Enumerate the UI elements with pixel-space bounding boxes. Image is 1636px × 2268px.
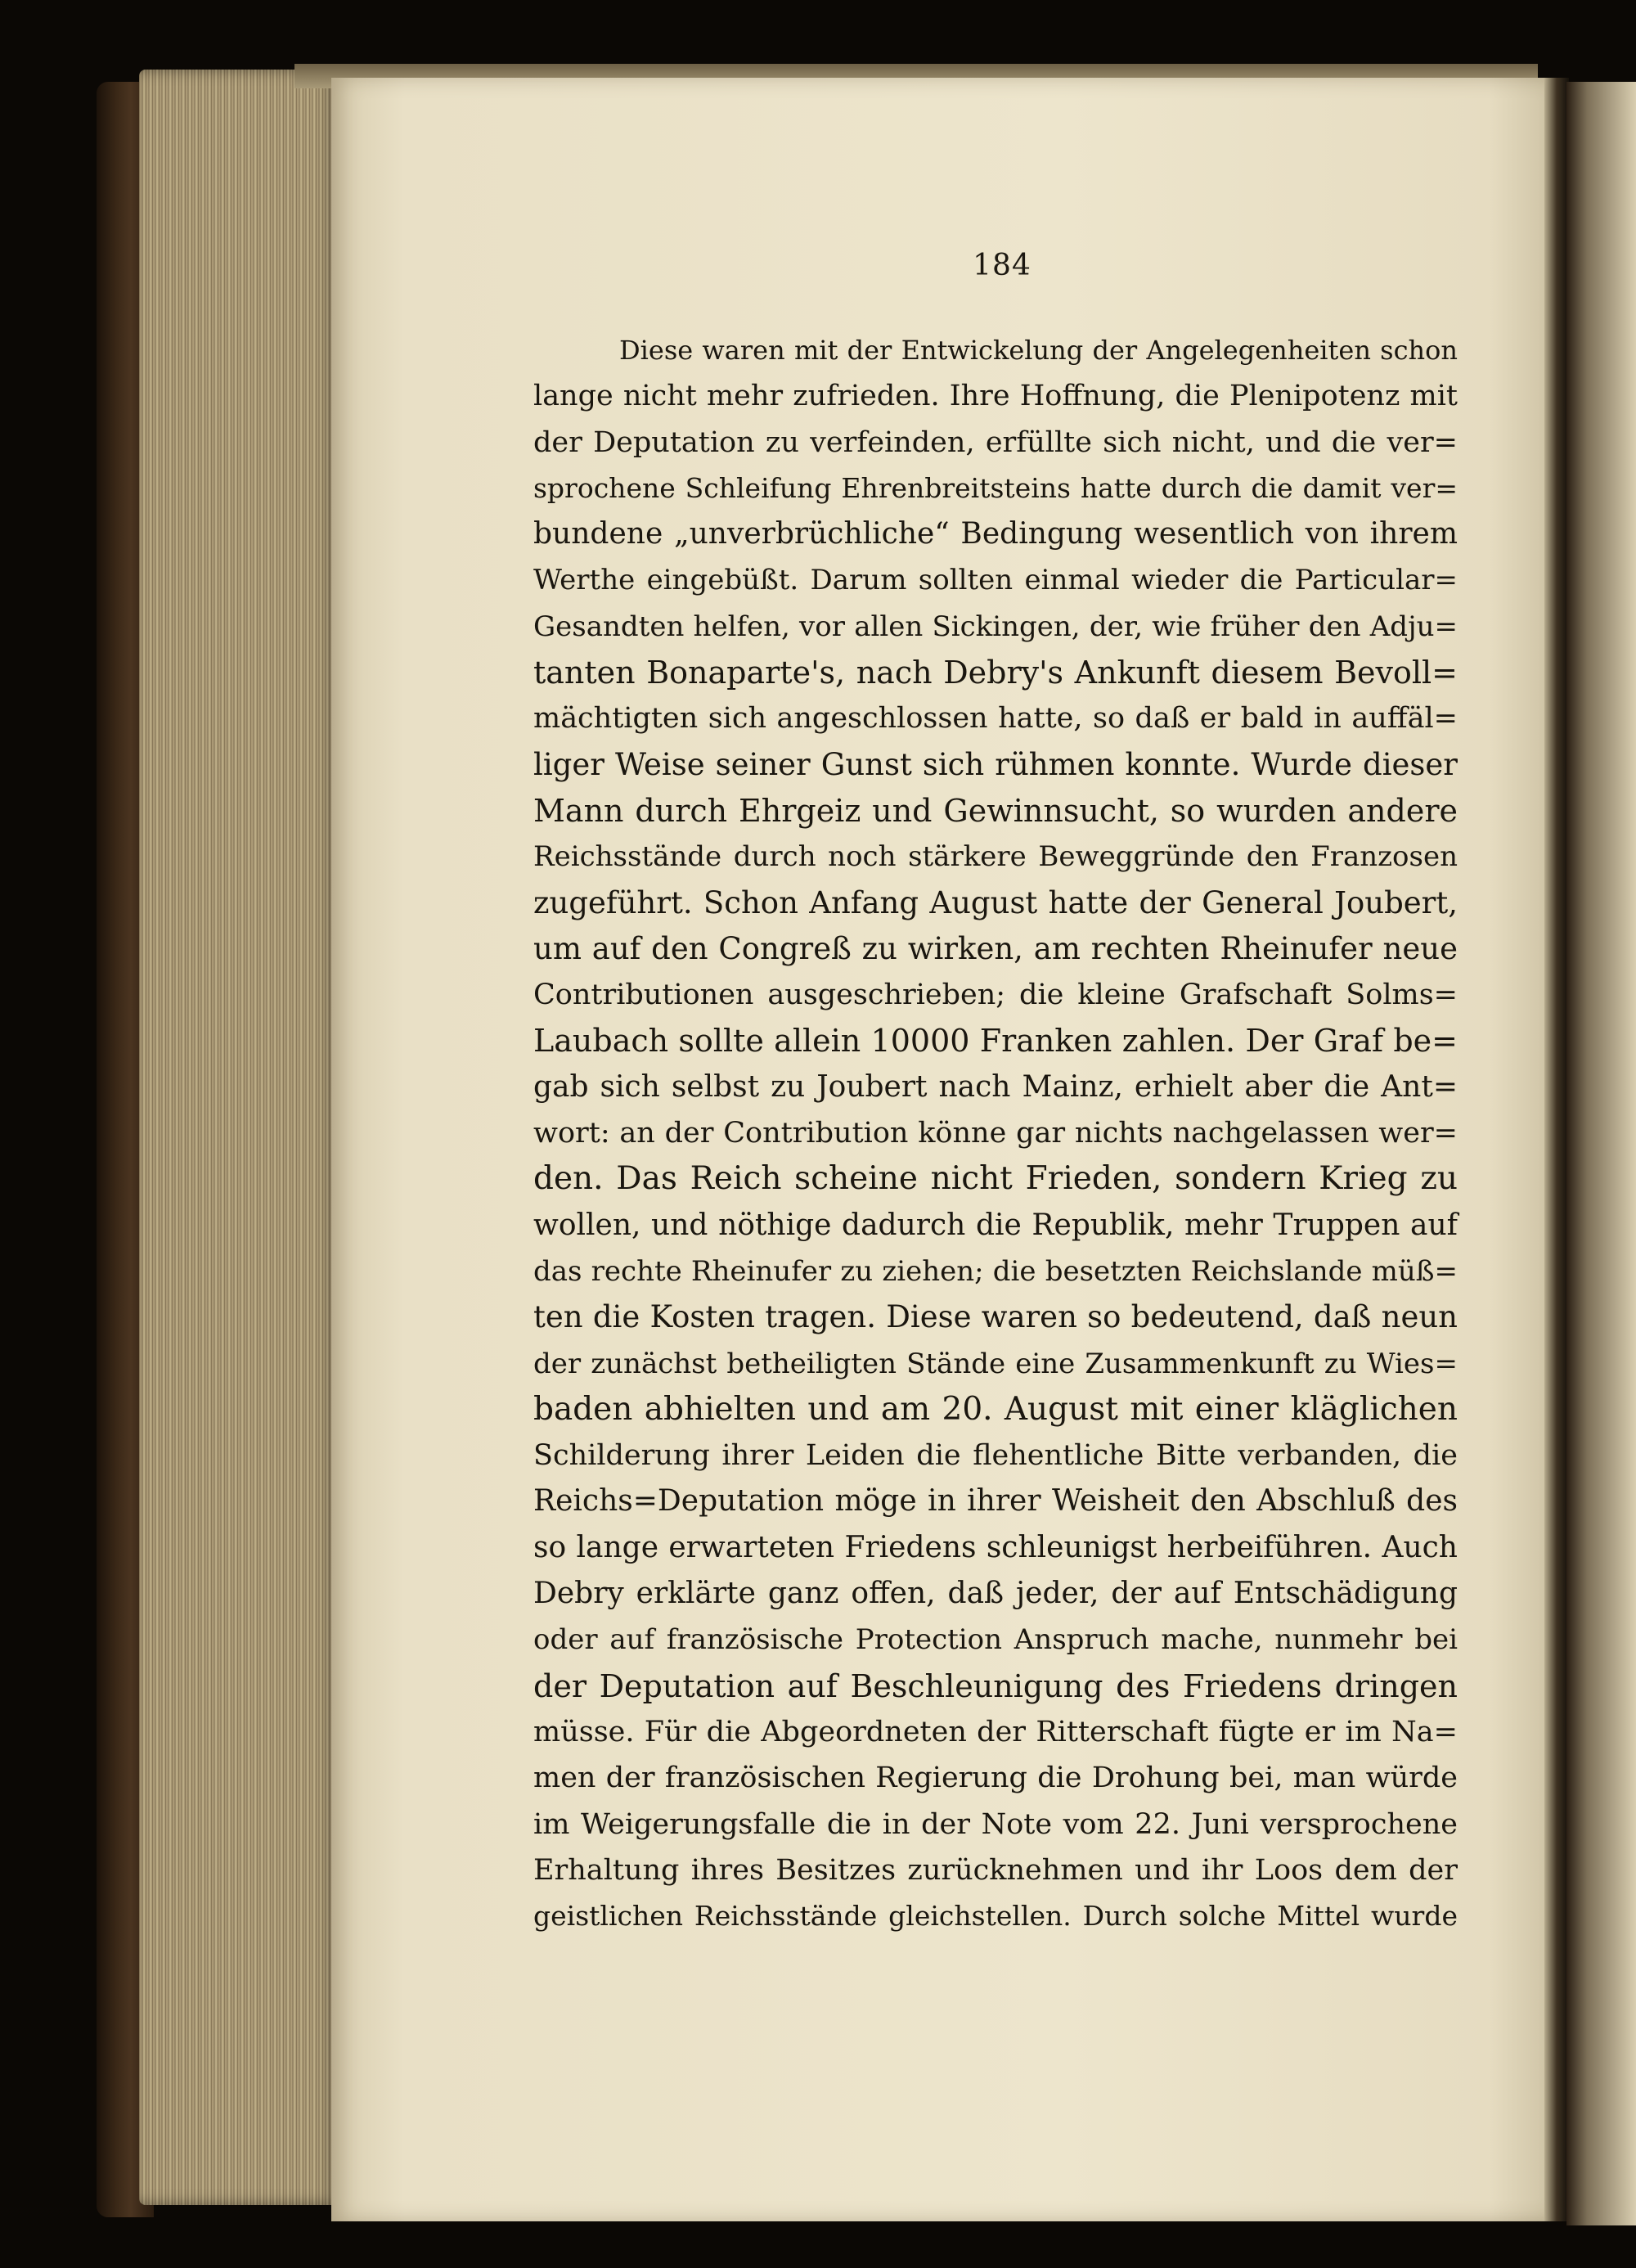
text-line: im Weigerungsfalle die in der Note vom 22. Juni versprochene — [533, 1807, 1458, 1841]
text-line: liger Weise seiner Gunst sich rühmen konnte. Wurde dieser — [533, 746, 1458, 782]
text-line: zugeführt. Schon Anfang August hatte der General Joubert, — [533, 884, 1458, 920]
page-edges — [139, 70, 339, 2205]
text-line: tanten Bonaparte's, nach Debry's Ankunft diesem Bevoll= — [533, 655, 1458, 691]
text-line: ten die Kosten tragen. Diese waren so bedeutend, daß neun — [533, 1299, 1458, 1335]
page-number: 184 — [973, 249, 1031, 282]
text-line: mächtigten sich angeschlossen hatte, so daß er bald in auffäl= — [533, 702, 1458, 736]
book-gutter — [1544, 78, 1569, 2221]
text-line: Gesandten helfen, vor allen Sickingen, der, wie früher den Adju= — [533, 610, 1458, 643]
text-line: wollen, und nöthige dadurch die Republik, mehr Truppen auf — [533, 1208, 1458, 1242]
text-line: um auf den Congreß zu wirken, am rechten Rheinufer neue — [533, 930, 1458, 966]
text-line: Laubach sollte allein 10000 Franken zahlen. Der Graf be= — [533, 1023, 1458, 1060]
body-text — [533, 327, 1458, 1939]
text-line: müsse. Für die Abgeordneten der Ritterschaft fügte er im Na= — [533, 1715, 1458, 1748]
text-line: Werthe eingebüßt. Darum sollten einmal wieder die Particular= — [533, 564, 1458, 597]
text-line: Contributionen ausgeschrieben; die kleine Grafschaft Solms= — [533, 979, 1458, 1012]
text-line: gab sich selbst zu Joubert nach Mainz, erhielt aber die Ant= — [533, 1069, 1458, 1104]
text-line: Erhaltung ihres Besitzes zurücknehmen und ihr Loos dem der — [533, 1853, 1458, 1887]
text-line: Schilderung ihrer Leiden die flehentliche Bitte verbanden, die — [533, 1439, 1458, 1473]
text-line: baden abhielten und am 20. August mit einer kläglichen — [533, 1390, 1458, 1428]
text-line: Debry erklärte ganz offen, daß jeder, der auf Entschädigung — [533, 1577, 1458, 1611]
text-line: sprochene Schleifung Ehrenbreitsteins hatte durch die damit ver= — [533, 471, 1458, 504]
text-line: so lange erwarteten Friedens schleunigst herbeiführen. Auch — [533, 1530, 1458, 1564]
text-line: der Deputation zu verfeinden, erfüllte sich nicht, und die ver= — [533, 425, 1458, 459]
text-line: wort: an der Contribution könne gar nichts nachgelassen wer= — [533, 1117, 1458, 1150]
text-line: lange nicht mehr zufrieden. Ihre Hoffnung, die Plenipotenz mit — [533, 380, 1458, 413]
facing-page-edge — [1566, 82, 1636, 2225]
text-line: Reichsstände durch noch stärkere Beweggründe den Franzosen — [533, 840, 1458, 874]
text-line: men der französischen Regierung die Drohung bei, man würde — [533, 1762, 1458, 1795]
text-line: bundene „unverbrüchliche“ Bedingung wesentlich von ihrem — [533, 517, 1458, 551]
text-line: Mann durch Ehrgeiz und Gewinnsucht, so wurden andere — [533, 792, 1458, 829]
text-line: Diese waren mit der Entwickelung der Angelegenheiten schon — [619, 335, 1458, 366]
text-line: oder auf französische Protection Anspruch mache, nunmehr bei — [533, 1623, 1458, 1657]
text-line: das rechte Rheinufer zu ziehen; die besetzten Reichslande müß= — [533, 1254, 1458, 1288]
text-line: geistlichen Reichsstände gleichstellen. Durch solche Mittel wurde — [533, 1900, 1458, 1933]
text-line: den. Das Reich scheine nicht Frieden, sondern Krieg zu — [533, 1160, 1458, 1198]
text-line: der Deputation auf Beschleunigung des Friedens dringen — [533, 1667, 1458, 1704]
text-line: der zunächst betheiligten Stände eine Zusammenkunft zu Wies= — [533, 1347, 1458, 1380]
text-line: Reichs=Deputation möge in ihrer Weisheit den Abschluß des — [533, 1484, 1458, 1519]
